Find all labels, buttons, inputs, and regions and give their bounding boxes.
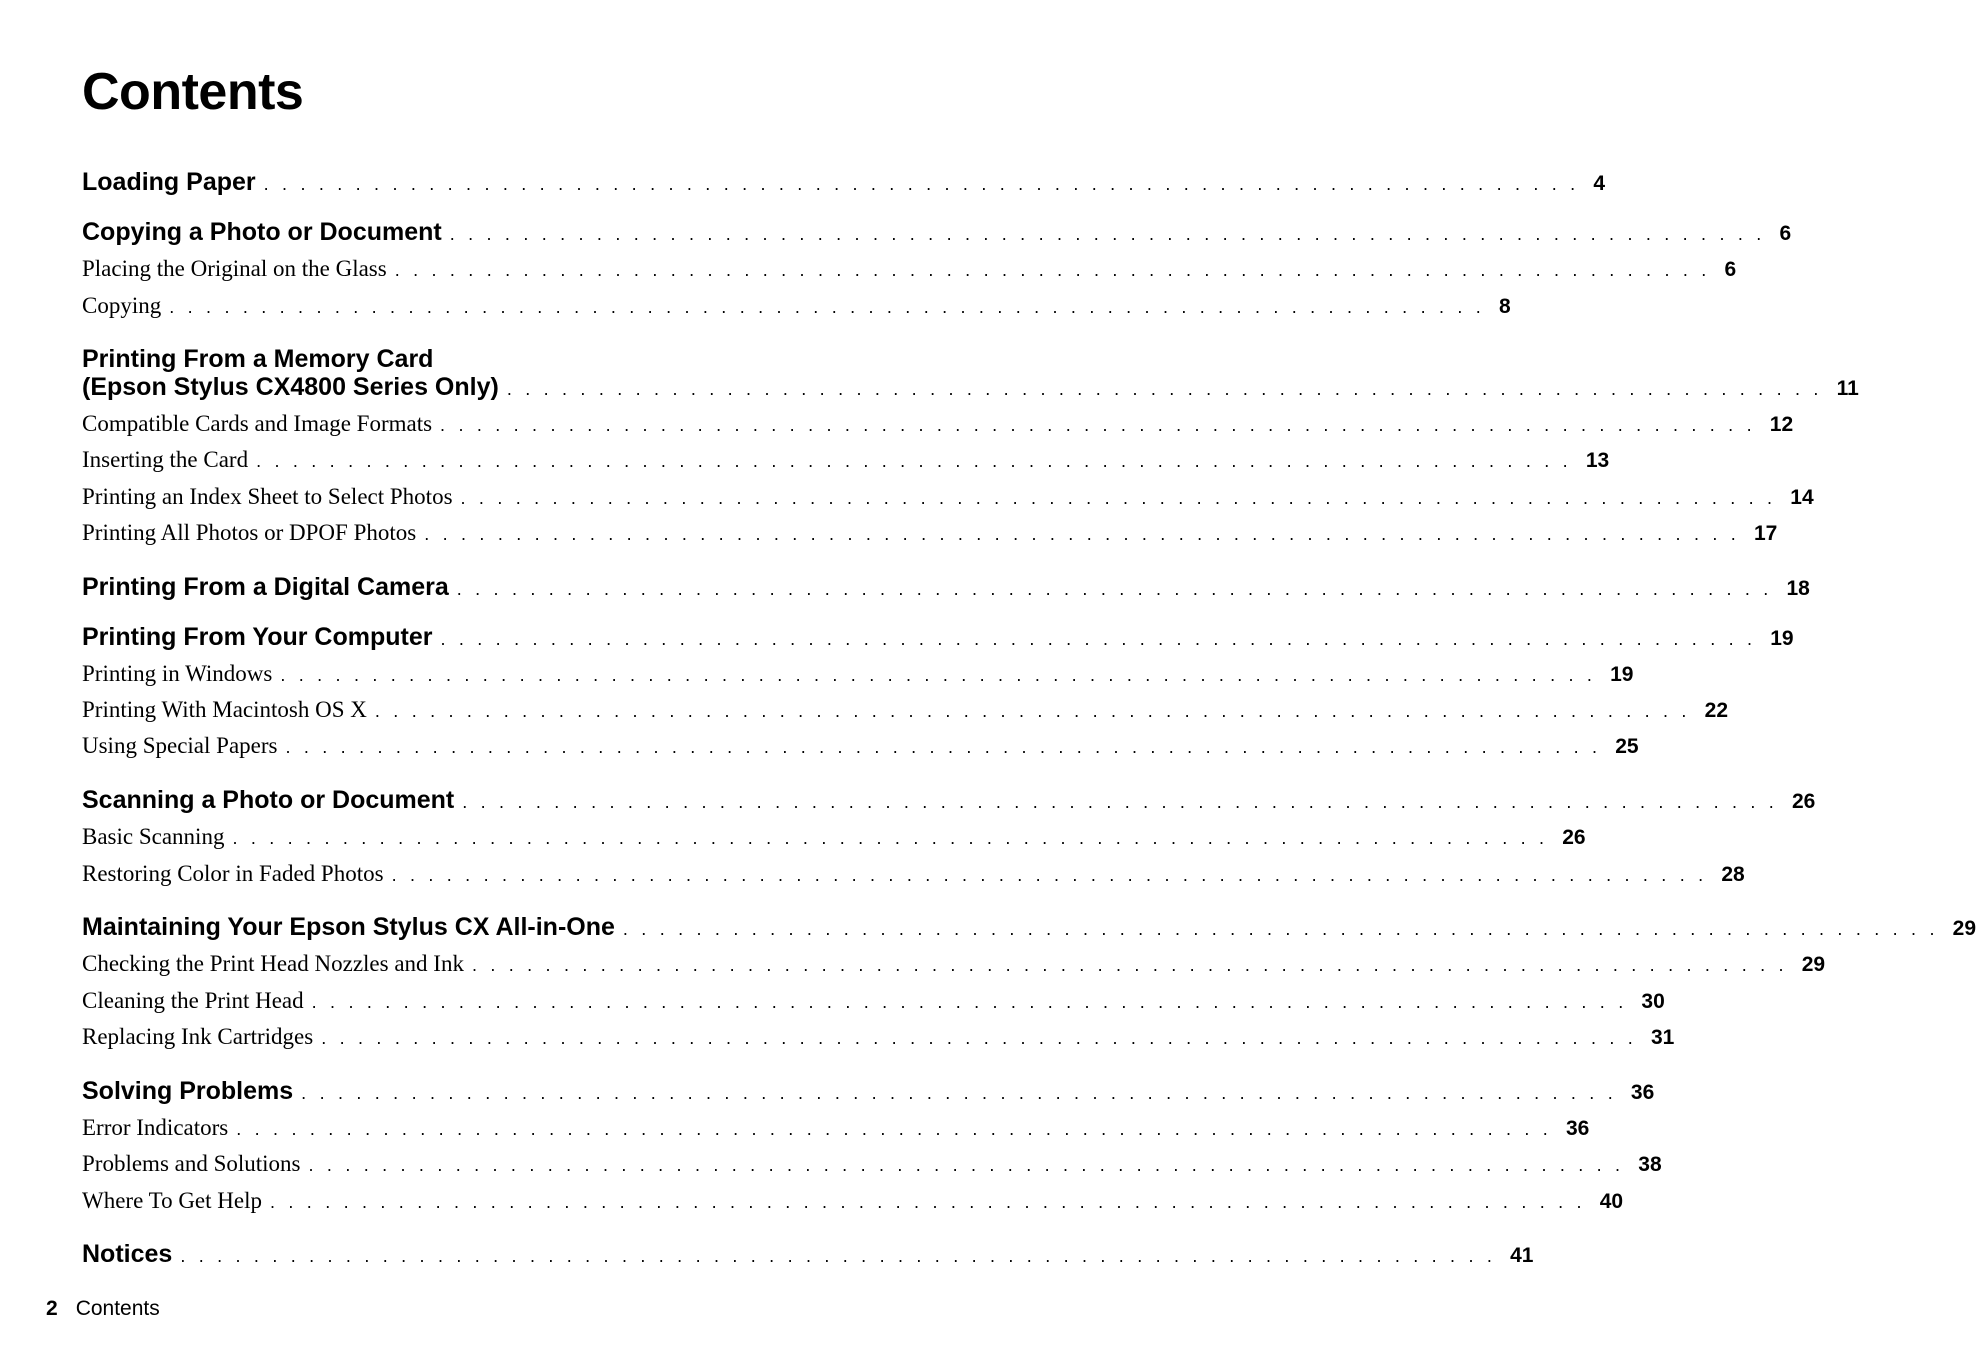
toc-page-number: 26 bbox=[1792, 790, 1816, 813]
toc-label: Where To Get Help bbox=[82, 1188, 262, 1213]
toc-leader: . . . . . . . . . . . . . . . . . . . . . . . . . . . . . . . . . . . . . . . . . . . . . . . . . . . . . . . . . . . . . . . . . . . . . . . . bbox=[460, 488, 1777, 508]
toc-label: Printing in Windows bbox=[82, 661, 273, 686]
toc-section-your-computer[interactable] bbox=[82, 623, 1794, 652]
toc-leader: . . . . . . . . . . . . . . . . . . . . . . . . . . . . . . . . . . . . . . . . . . . . . . . . . . . . . . . . . . . . . . . . . . . . . . . . bbox=[280, 665, 1597, 685]
toc-page-number: 14 bbox=[1790, 486, 1814, 509]
toc-item-copying[interactable] bbox=[82, 293, 1511, 319]
toc-leader: . . . . . . . . . . . . . . . . . . . . . . . . . . . . . . . . . . . . . . . . . . . . . . . . . . . . . . . . . . . . . . . . . . . . . . . . bbox=[236, 1119, 1552, 1139]
toc-leader: . . . . . . . . . . . . . . . . . . . . . . . . . . . . . . . . . . . . . . . . . . . . . . . . . . . . . . . . . . . . . . . . . . . . . . . . bbox=[391, 865, 1708, 885]
toc-page-number: 17 bbox=[1753, 522, 1778, 545]
toc-page-number: 19 bbox=[1770, 627, 1794, 650]
toc-leader: . . . . . . . . . . . . . . . . . . . . . . . . . . . . . . . . . . . . . . . . . . . . . . . . . . . . . . . . . . . . . . . . . . . . . . . . bbox=[180, 1246, 1497, 1266]
toc-section-notices[interactable] bbox=[82, 1240, 1534, 1269]
toc-label: Printing From Your Computer bbox=[82, 623, 433, 651]
toc-item-inserting-card[interactable] bbox=[82, 447, 1610, 473]
toc-page-number: 25 bbox=[1615, 735, 1639, 758]
toc-item-basic-scanning[interactable] bbox=[82, 824, 1586, 850]
toc-leader: . . . . . . . . . . . . . . . . . . . . . . . . . . . . . . . . . . . . . . . . . . . . . . . . . . . . . . . . . . . . . . . . . . . . . . . . bbox=[263, 174, 1580, 194]
toc-leader: . . . . . . . . . . . . . . . . . . . . . . . . . . . . . . . . . . . . . . . . . . . . . . . . . . . . . . . . . . . . . . . . . . . . . . . . bbox=[321, 1028, 1637, 1048]
toc-page-number: 29 bbox=[1801, 953, 1826, 976]
toc-label: Compatible Cards and Image Formats bbox=[82, 411, 433, 436]
toc-item-windows[interactable] bbox=[82, 661, 1634, 687]
toc-item-restoring-color[interactable] bbox=[82, 861, 1745, 887]
toc-section-loading-paper[interactable] bbox=[82, 168, 1606, 197]
toc-leader: . . . . . . . . . . . . . . . . . . . . . . . . . . . . . . . . . . . . . . . . . . . . . . . . . . . . . . . . . . . . . . . . . . . . . . . . bbox=[424, 524, 1740, 544]
toc-item-replacing-ink[interactable] bbox=[82, 1024, 1675, 1050]
toc-page-number: 22 bbox=[1704, 699, 1728, 722]
toc-label: Replacing Ink Cartridges bbox=[82, 1024, 314, 1049]
toc-leader: . . . . . . . . . . . . . . . . . . . . . . . . . . . . . . . . . . . . . . . . . . . . . . . . . . . . . . . . . . . . . . . . . . . . . . . . bbox=[456, 579, 1773, 599]
toc-item-cleaning-head[interactable] bbox=[82, 988, 1665, 1014]
toc-page-number: 29 bbox=[1952, 917, 1976, 940]
toc-leader: . . . . . . . . . . . . . . . . . . . . . . . . . . . . . . . . . . . . . . . . . . . . . . . . . . . . . . . . . . . . . . . . . . . . . . . . bbox=[440, 629, 1757, 649]
toc-item-all-photos[interactable] bbox=[82, 520, 1778, 546]
toc-page-number: 11 bbox=[1836, 377, 1859, 400]
toc-label: Maintaining Your Epson Stylus CX All-in-One bbox=[82, 913, 615, 941]
toc-leader: . . . . . . . . . . . . . . . . . . . . . . . . . . . . . . . . . . . . . . . . . . . . . . . . . . . . . . . . . . . . . . . . . . . . . . . . bbox=[256, 451, 1572, 471]
toc-page-number: 26 bbox=[1562, 826, 1586, 849]
toc-label: Cleaning the Print Head bbox=[82, 988, 304, 1013]
toc-item-checking-nozzles[interactable] bbox=[82, 951, 1826, 977]
footer-section-name: Contents bbox=[75, 1297, 160, 1320]
toc-page-number: 13 bbox=[1585, 449, 1610, 472]
toc-label: Problems and Solutions bbox=[82, 1151, 301, 1176]
toc-section-digital-camera[interactable] bbox=[82, 573, 1810, 602]
toc-page-number: 4 bbox=[1593, 172, 1606, 195]
page-title: Contents bbox=[82, 63, 304, 121]
toc-label: Loading Paper bbox=[82, 168, 256, 196]
toc-label: Copying bbox=[82, 293, 162, 318]
toc-page-number: 30 bbox=[1641, 990, 1665, 1013]
toc-page-number: 6 bbox=[1724, 258, 1737, 281]
toc-item-macintosh[interactable] bbox=[82, 697, 1728, 723]
toc-page-number: 6 bbox=[1779, 222, 1792, 245]
toc-item-get-help[interactable] bbox=[82, 1188, 1624, 1214]
toc-label: Printing an Index Sheet to Select Photos bbox=[82, 484, 453, 509]
toc-page-number: 8 bbox=[1498, 295, 1511, 318]
toc-label: Printing With Macintosh OS X bbox=[82, 697, 367, 722]
toc-label: Placing the Original on the Glass bbox=[82, 256, 387, 281]
toc-leader: . . . . . . . . . . . . . . . . . . . . . . . . . . . . . . . . . . . . . . . . . . . . . . . . . . . . . . . . . . . . . . . . . . . . . . . . bbox=[506, 379, 1823, 399]
toc-label: Copying a Photo or Document bbox=[82, 218, 442, 246]
toc-page-number: 31 bbox=[1650, 1026, 1675, 1049]
toc-page-number: 38 bbox=[1638, 1153, 1662, 1176]
toc-leader: . . . . . . . . . . . . . . . . . . . . . . . . . . . . . . . . . . . . . . . . . . . . . . . . . . . . . . . . . . . . . . . . . . . . . . . . bbox=[449, 224, 1766, 244]
toc-section-maintaining[interactable] bbox=[82, 913, 1976, 942]
toc-section-memory-card-line1[interactable]: Printing From a Memory Card bbox=[82, 345, 434, 373]
page-footer bbox=[46, 1297, 160, 1321]
toc-page-number: 36 bbox=[1566, 1117, 1590, 1140]
toc-page-number: 12 bbox=[1769, 413, 1794, 436]
toc-section-copying-photo[interactable] bbox=[82, 218, 1792, 247]
toc-page-number: 28 bbox=[1721, 863, 1745, 886]
toc-label: Error Indicators bbox=[82, 1115, 229, 1140]
toc-leader: . . . . . . . . . . . . . . . . . . . . . . . . . . . . . . . . . . . . . . . . . . . . . . . . . . . . . . . . . . . . . . . . . . . . . . . . bbox=[471, 955, 1788, 975]
toc-leader: . . . . . . . . . . . . . . . . . . . . . . . . . . . . . . . . . . . . . . . . . . . . . . . . . . . . . . . . . . . . . . . . . . . . . . . . bbox=[232, 828, 1549, 848]
toc-label: Using Special Papers bbox=[82, 733, 278, 758]
toc-section-solving[interactable] bbox=[82, 1077, 1655, 1106]
toc-item-placing-original[interactable] bbox=[82, 256, 1737, 282]
toc-label: Notices bbox=[82, 1240, 173, 1268]
toc-item-compatible-cards[interactable] bbox=[82, 411, 1794, 437]
toc-section-memory-card[interactable] bbox=[82, 373, 1859, 402]
toc-label: Checking the Print Head Nozzles and Ink bbox=[82, 951, 464, 976]
toc-page-number: 40 bbox=[1599, 1190, 1624, 1213]
toc-label: Inserting the Card bbox=[82, 447, 249, 472]
toc-page-number: 41 bbox=[1510, 1244, 1534, 1267]
toc-leader: . . . . . . . . . . . . . . . . . . . . . . . . . . . . . . . . . . . . . . . . . . . . . . . . . . . . . . . . . . . . . . . . . . . . . . . . bbox=[462, 792, 1778, 812]
toc-leader: . . . . . . . . . . . . . . . . . . . . . . . . . . . . . . . . . . . . . . . . . . . . . . . . . . . . . . . . . . . . . . . . . . . . . . . . bbox=[622, 919, 1939, 939]
toc-label: Scanning a Photo or Document bbox=[82, 786, 455, 814]
toc-label: Printing From a Digital Camera bbox=[82, 573, 449, 601]
toc-leader: . . . . . . . . . . . . . . . . . . . . . . . . . . . . . . . . . . . . . . . . . . . . . . . . . . . . . . . . . . . . . . . . . . . . . . . . bbox=[440, 415, 1756, 435]
toc-leader: . . . . . . . . . . . . . . . . . . . . . . . . . . . . . . . . . . . . . . . . . . . . . . . . . . . . . . . . . . . . . . . . . . . . . . . . bbox=[301, 1083, 1617, 1103]
toc-leader: . . . . . . . . . . . . . . . . . . . . . . . . . . . . . . . . . . . . . . . . . . . . . . . . . . . . . . . . . . . . . . . . . . . . . . . . bbox=[285, 737, 1602, 757]
toc-label: Solving Problems bbox=[82, 1077, 294, 1105]
toc-label: Printing All Photos or DPOF Photos bbox=[82, 520, 417, 545]
toc-item-special-papers[interactable] bbox=[82, 733, 1639, 759]
toc-page-number: 36 bbox=[1630, 1081, 1655, 1104]
toc-label: Restoring Color in Faded Photos bbox=[82, 861, 384, 886]
toc-item-error-indicators[interactable] bbox=[82, 1115, 1590, 1141]
toc-section-scanning[interactable] bbox=[82, 786, 1816, 815]
toc-leader: . . . . . . . . . . . . . . . . . . . . . . . . . . . . . . . . . . . . . . . . . . . . . . . . . . . . . . . . . . . . . . . . . . . . . . . . bbox=[269, 1192, 1586, 1212]
toc-leader: . . . . . . . . . . . . . . . . . . . . . . . . . . . . . . . . . . . . . . . . . . . . . . . . . . . . . . . . . . . . . . . . . . . . . . . . bbox=[374, 701, 1691, 721]
toc-leader: . . . . . . . . . . . . . . . . . . . . . . . . . . . . . . . . . . . . . . . . . . . . . . . . . . . . . . . . . . . . . . . . . . . . . . . . bbox=[308, 1155, 1625, 1175]
toc-label: (Epson Stylus CX4800 Series Only) bbox=[82, 373, 499, 401]
toc-page-number: 18 bbox=[1786, 577, 1810, 600]
toc-leader: . . . . . . . . . . . . . . . . . . . . . . . . . . . . . . . . . . . . . . . . . . . . . . . . . . . . . . . . . . . . . . . . . . . . . . . . bbox=[169, 297, 1485, 317]
footer-page-number: 2 bbox=[46, 1297, 58, 1320]
toc-item-index-sheet[interactable] bbox=[82, 484, 1814, 510]
toc-leader: . . . . . . . . . . . . . . . . . . . . . . . . . . . . . . . . . . . . . . . . . . . . . . . . . . . . . . . . . . . . . . . . . . . . . . . . bbox=[311, 992, 1628, 1012]
toc-page-number: 19 bbox=[1610, 663, 1634, 686]
toc-leader: . . . . . . . . . . . . . . . . . . . . . . . . . . . . . . . . . . . . . . . . . . . . . . . . . . . . . . . . . . . . . . . . . . . . . . . . bbox=[394, 260, 1711, 280]
toc-label: Basic Scanning bbox=[82, 824, 225, 849]
toc-item-problems-solutions[interactable] bbox=[82, 1151, 1662, 1177]
